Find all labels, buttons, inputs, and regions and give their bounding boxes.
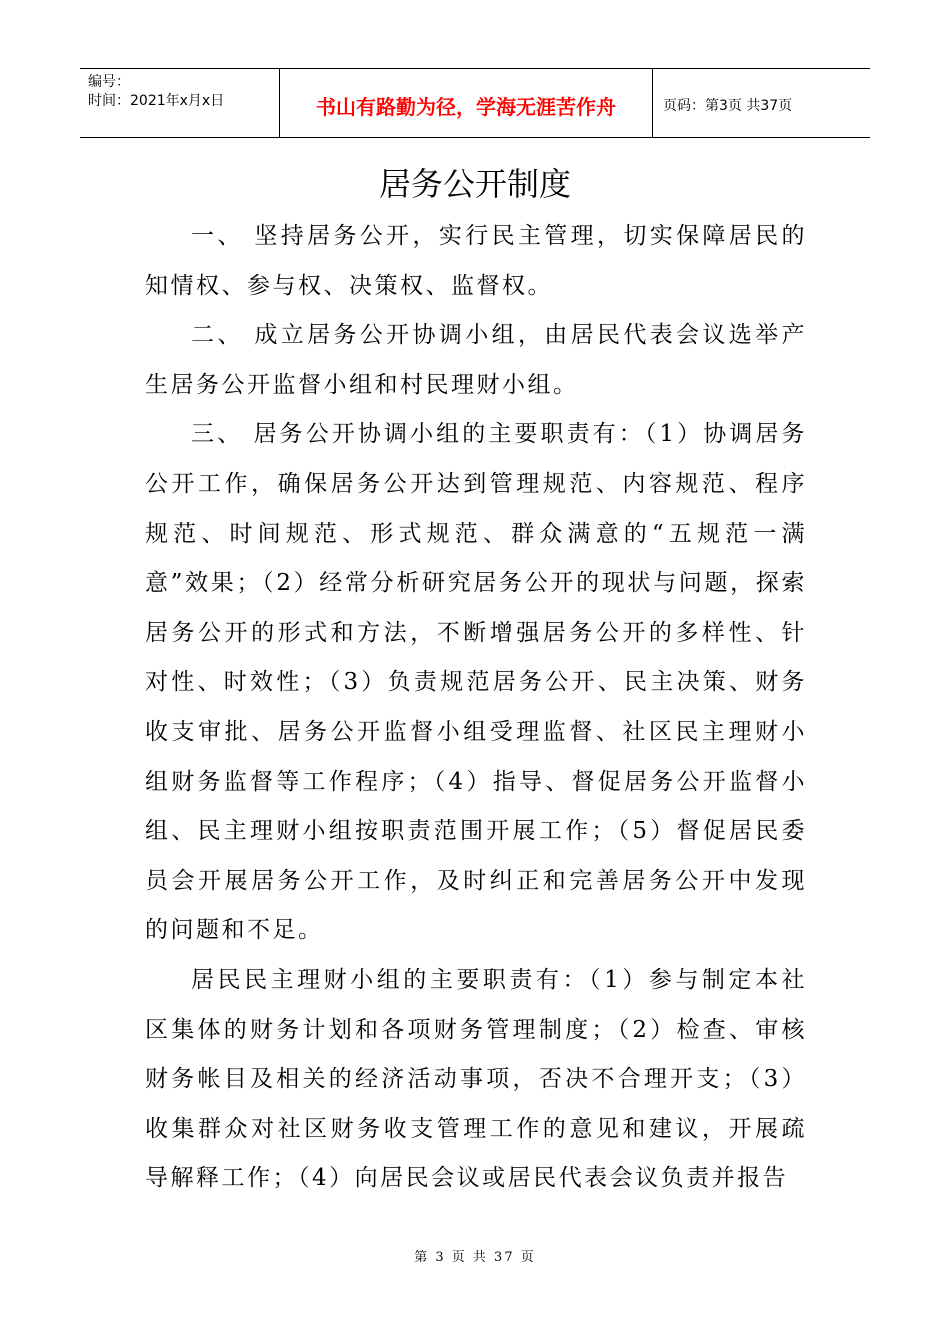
header-page-info: 页码：第3页 共37页: [663, 98, 793, 114]
document-title: 居务公开制度: [378, 165, 571, 203]
page-footer: 第 3 页 共 37 页: [414, 1250, 536, 1265]
paragraph: 一、 坚持居务公开，实行民主管理，切实保障居民的知情权、参与权、决策权、监督权。: [145, 223, 807, 299]
document-time: 时间：2021年x月x日: [88, 93, 225, 109]
document-number-label: 编号：: [88, 74, 130, 90]
paragraph: 三、 居务公开协调小组的主要职责有：（1）协调居务公开工作，确保居务公开达到管理规范、内容规范、程序规范、时间规范、形式规范、群众满意的“五规范一满意”效果；（2）经常分析研究居务公开的现状与问题，探索居务公开的形式和方法，不断增强居务公开的多样性、针对性、时效性；（3）负责规范居务公开、民主决策、财务收支审批、居务公开监督小组受理监督、社区民主理财小组财务监督等工作程序；（4）指导、督促居务公开监督小组、民主理财小组按职责范围开展工作；（5）督促居民委员会开展居务公开工作，及时纠正和完善居务公开中发现的问题和不足。: [145, 421, 807, 944]
document-body: [145, 212, 807, 1204]
page-header: [80, 68, 870, 138]
paragraph: 居民民主理财小组的主要职责有：（1）参与制定本社区集体的财务计划和各项财务管理制度；（2）检查、审核财务帐目及相关的经济活动事项，否决不合理开支；（3）收集群众对社区财务收支管理工作的意见和建议，开展疏导解释工作；（4）向居民会议或居民代表会议负责并报告: [145, 966, 807, 1192]
header-motto: 书山有路勤为径，学海无涯苦作舟: [280, 69, 653, 137]
header-meta: [80, 69, 280, 137]
paragraph: 二、 成立居务公开协调小组，由居民代表会议选举产生居务公开监督小组和村民理财小组。: [145, 322, 807, 398]
